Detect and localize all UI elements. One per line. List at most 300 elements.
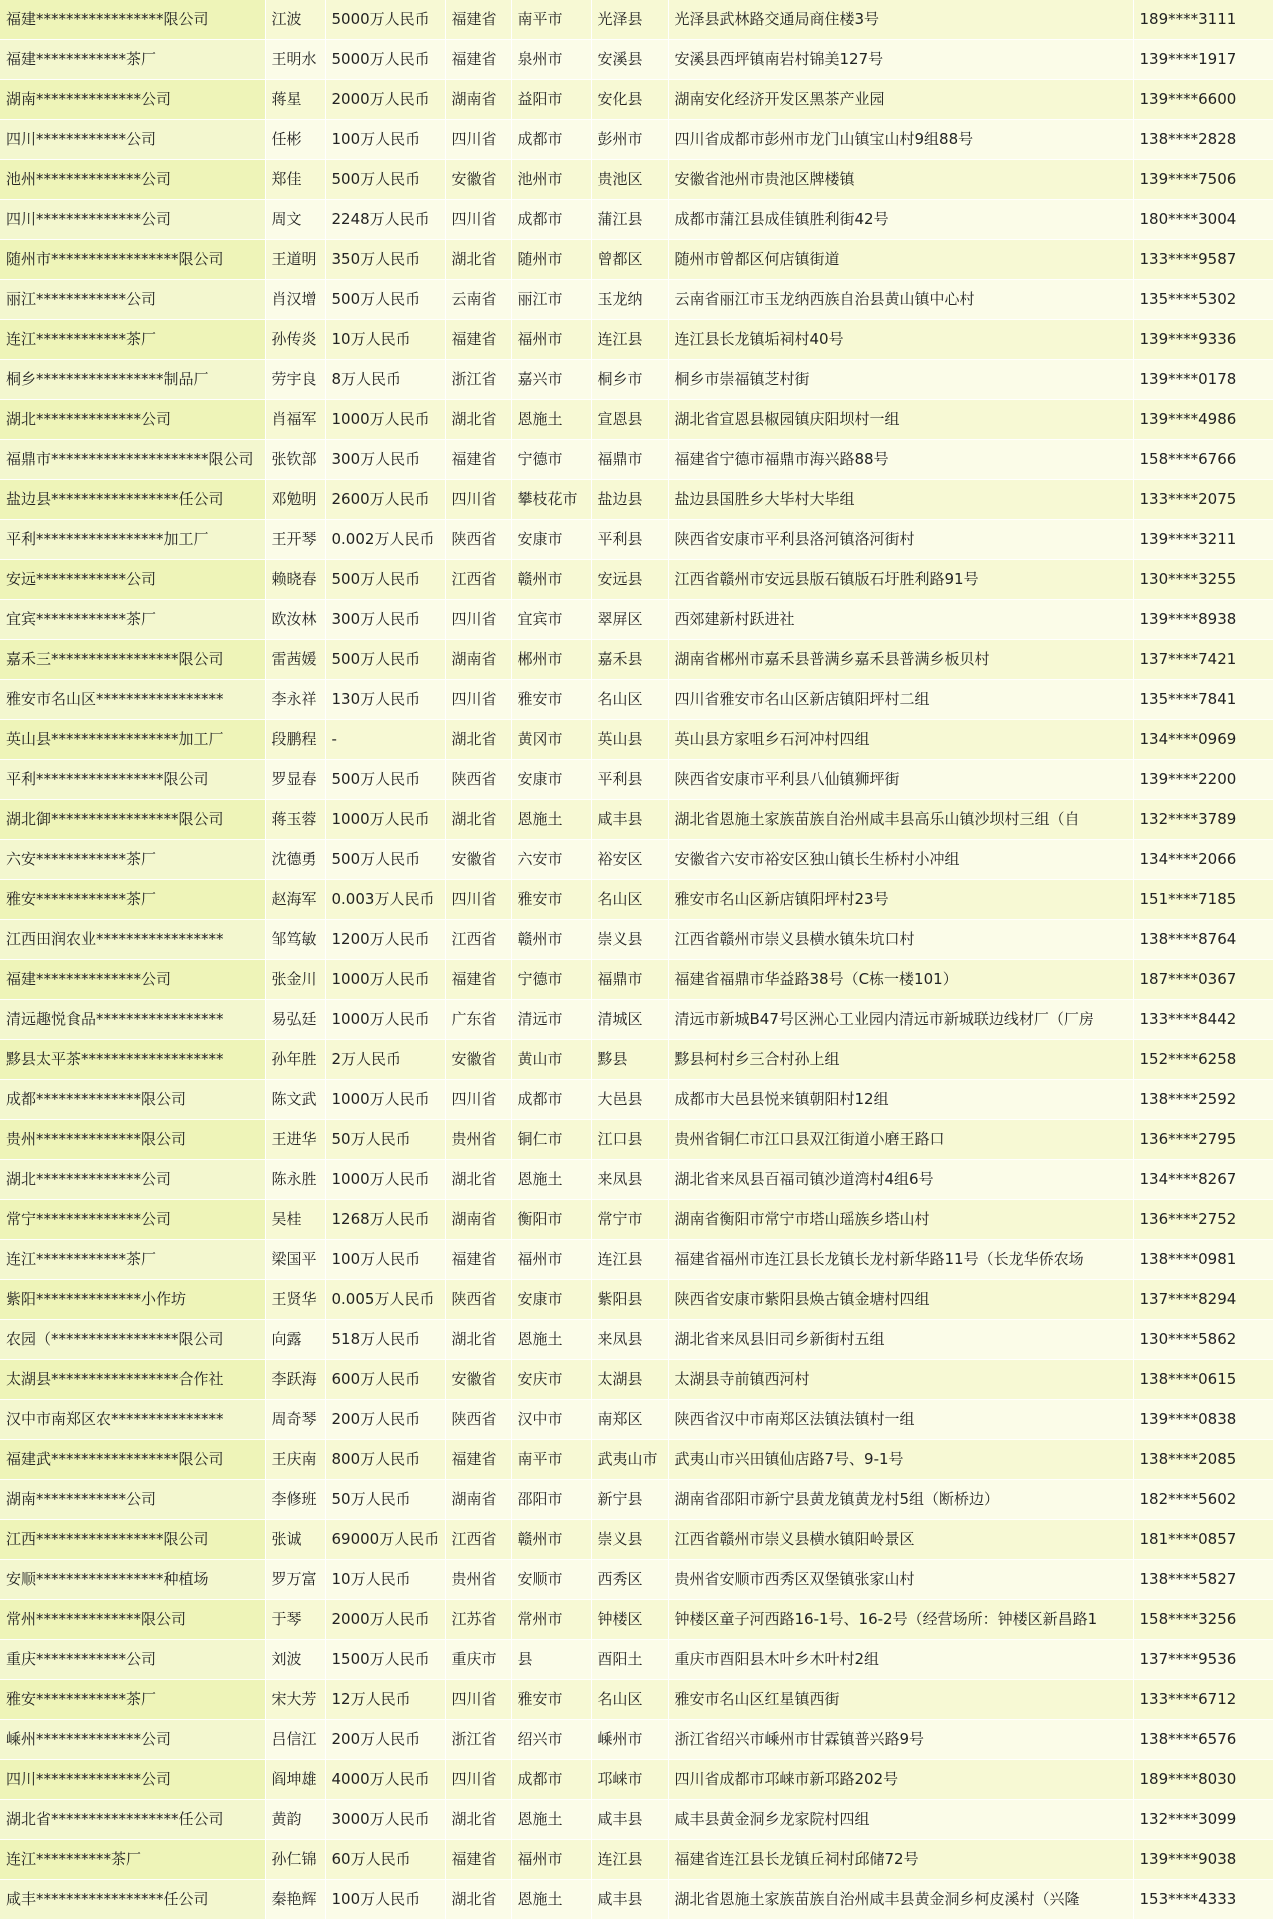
city-cell: 嘉兴市 (511, 360, 591, 400)
county-cell: 钟楼区 (591, 1600, 668, 1640)
address-cell: 福建省福鼎市华益路38号（C栋一楼101） (668, 960, 1133, 1000)
city-cell: 恩施土 (511, 800, 591, 840)
city-cell: 恩施土 (511, 1800, 591, 1840)
registered-capital-cell: 2600万人民币 (325, 480, 445, 520)
address-cell: 湖北省恩施土家族苗族自治州咸丰县黄金洞乡柯皮溪村（兴隆 (668, 1880, 1133, 1920)
registered-capital-cell: 0.005万人民币 (325, 1280, 445, 1320)
province-cell: 四川省 (445, 200, 511, 240)
province-cell: 湖南省 (445, 80, 511, 120)
registered-capital-cell: 8万人民币 (325, 360, 445, 400)
registered-capital-cell: 50万人民币 (325, 1480, 445, 1520)
county-cell: 名山区 (591, 1680, 668, 1720)
phone-cell: 138****2828 (1133, 120, 1273, 160)
phone-cell: 138****8764 (1133, 920, 1273, 960)
registered-capital-cell: 12万人民币 (325, 1680, 445, 1720)
company-name-cell: 丽江************公司 (0, 280, 265, 320)
registered-capital-cell: 5000万人民币 (325, 40, 445, 80)
registered-capital-cell: 2248万人民币 (325, 200, 445, 240)
registered-capital-cell: 100万人民币 (325, 1240, 445, 1280)
province-cell: 安徽省 (445, 160, 511, 200)
contact-name-cell: 张钦部 (265, 440, 325, 480)
phone-cell: 133****9587 (1133, 240, 1273, 280)
city-cell: 县 (511, 1640, 591, 1680)
contact-name-cell: 王道明 (265, 240, 325, 280)
address-cell: 湖南安化经济开发区黑茶产业园 (668, 80, 1133, 120)
county-cell: 大邑县 (591, 1080, 668, 1120)
city-cell: 宁德市 (511, 960, 591, 1000)
province-cell: 湖北省 (445, 1160, 511, 1200)
contact-name-cell: 于琴 (265, 1600, 325, 1640)
contact-name-cell: 王进华 (265, 1120, 325, 1160)
county-cell: 平利县 (591, 760, 668, 800)
county-cell: 光泽县 (591, 0, 668, 40)
city-cell: 常州市 (511, 1600, 591, 1640)
city-cell: 成都市 (511, 200, 591, 240)
contact-name-cell: 阎坤雄 (265, 1760, 325, 1800)
company-name-cell: 连江************茶厂 (0, 1240, 265, 1280)
county-cell: 咸丰县 (591, 1800, 668, 1840)
registered-capital-cell: 10万人民币 (325, 320, 445, 360)
table-row (0, 1560, 1273, 1600)
address-cell: 陕西省安康市平利县八仙镇狮坪街 (668, 760, 1133, 800)
city-cell: 成都市 (511, 1760, 591, 1800)
company-name-cell: 农园（*****************限公司 (0, 1320, 265, 1360)
contact-name-cell: 欧汝林 (265, 600, 325, 640)
registered-capital-cell: 1200万人民币 (325, 920, 445, 960)
province-cell: 浙江省 (445, 360, 511, 400)
city-cell: 成都市 (511, 120, 591, 160)
county-cell: 酉阳土 (591, 1640, 668, 1680)
address-cell: 黟县柯村乡三合村孙上组 (668, 1040, 1133, 1080)
address-cell: 咸丰县黄金洞乡龙家院村四组 (668, 1800, 1133, 1840)
province-cell: 广东省 (445, 1000, 511, 1040)
phone-cell: 134****0969 (1133, 720, 1273, 760)
phone-cell: 136****2795 (1133, 1120, 1273, 1160)
company-name-cell: 重庆************公司 (0, 1640, 265, 1680)
county-cell: 连江县 (591, 1840, 668, 1880)
contact-name-cell: 向露 (265, 1320, 325, 1360)
province-cell: 福建省 (445, 40, 511, 80)
company-name-cell: 六安************茶厂 (0, 840, 265, 880)
county-cell: 来凤县 (591, 1160, 668, 1200)
address-cell: 福建省宁德市福鼎市海兴路88号 (668, 440, 1133, 480)
contact-name-cell: 任彬 (265, 120, 325, 160)
city-cell: 铜仁市 (511, 1120, 591, 1160)
contact-name-cell: 李跃海 (265, 1360, 325, 1400)
city-cell: 丽江市 (511, 280, 591, 320)
address-cell: 光泽县武林路交通局商住楼3号 (668, 0, 1133, 40)
city-cell: 南平市 (511, 0, 591, 40)
province-cell: 湖北省 (445, 1800, 511, 1840)
company-name-cell: 福建**************公司 (0, 960, 265, 1000)
table-row (0, 1320, 1273, 1360)
registered-capital-cell: 500万人民币 (325, 760, 445, 800)
phone-cell: 181****0857 (1133, 1520, 1273, 1560)
phone-cell: 136****2752 (1133, 1200, 1273, 1240)
company-name-cell: 安远************公司 (0, 560, 265, 600)
phone-cell: 135****7841 (1133, 680, 1273, 720)
city-cell: 郴州市 (511, 640, 591, 680)
contact-name-cell: 张诚 (265, 1520, 325, 1560)
table-row (0, 360, 1273, 400)
address-cell: 四川省成都市邛崃市新邛路202号 (668, 1760, 1133, 1800)
registered-capital-cell: 5000万人民币 (325, 0, 445, 40)
table-row (0, 1120, 1273, 1160)
county-cell: 邛崃市 (591, 1760, 668, 1800)
address-cell: 贵州省铜仁市江口县双江街道小磨王路口 (668, 1120, 1133, 1160)
address-cell: 江西省赣州市崇义县横水镇阳岭景区 (668, 1520, 1133, 1560)
phone-cell: 132****3099 (1133, 1800, 1273, 1840)
county-cell: 咸丰县 (591, 1880, 668, 1920)
county-cell: 来凤县 (591, 1320, 668, 1360)
company-name-cell: 湖北省*****************任公司 (0, 1800, 265, 1840)
contact-name-cell: 陈文武 (265, 1080, 325, 1120)
table-row (0, 240, 1273, 280)
contact-name-cell: 李永祥 (265, 680, 325, 720)
address-cell: 四川省雅安市名山区新店镇阳坪村二组 (668, 680, 1133, 720)
company-name-cell: 江西*****************限公司 (0, 1520, 265, 1560)
contact-name-cell: 宋大芳 (265, 1680, 325, 1720)
contact-name-cell: 秦艳辉 (265, 1880, 325, 1920)
contact-name-cell: 段鹏程 (265, 720, 325, 760)
company-name-cell: 雅安市名山区***************** (0, 680, 265, 720)
phone-cell: 139****0838 (1133, 1400, 1273, 1440)
contact-name-cell: 蒋星 (265, 80, 325, 120)
company-name-cell: 桐乡*****************制品厂 (0, 360, 265, 400)
city-cell: 池州市 (511, 160, 591, 200)
company-name-cell: 四川************公司 (0, 120, 265, 160)
county-cell: 曾都区 (591, 240, 668, 280)
table-row (0, 1880, 1273, 1920)
company-name-cell: 江西田润农业***************** (0, 920, 265, 960)
phone-cell: 139****1917 (1133, 40, 1273, 80)
province-cell: 贵州省 (445, 1560, 511, 1600)
province-cell: 湖南省 (445, 1480, 511, 1520)
registered-capital-cell: 500万人民币 (325, 840, 445, 880)
province-cell: 安徽省 (445, 840, 511, 880)
address-cell: 湖北省宣恩县椒园镇庆阳坝村一组 (668, 400, 1133, 440)
province-cell: 四川省 (445, 1760, 511, 1800)
registered-capital-cell: 1000万人民币 (325, 1080, 445, 1120)
company-name-cell: 宜宾************茶厂 (0, 600, 265, 640)
address-cell: 雅安市名山区红星镇西街 (668, 1680, 1133, 1720)
contact-name-cell: 罗万富 (265, 1560, 325, 1600)
company-name-cell: 湖南**************公司 (0, 80, 265, 120)
table-row (0, 640, 1273, 680)
province-cell: 四川省 (445, 120, 511, 160)
registered-capital-cell: 1000万人民币 (325, 1000, 445, 1040)
table-row (0, 0, 1273, 40)
table-row (0, 160, 1273, 200)
table-row (0, 1480, 1273, 1520)
company-name-cell: 福建武*****************限公司 (0, 1440, 265, 1480)
registered-capital-cell: 2000万人民币 (325, 1600, 445, 1640)
province-cell: 福建省 (445, 1240, 511, 1280)
company-name-cell: 咸丰*****************任公司 (0, 1880, 265, 1920)
table-row (0, 400, 1273, 440)
province-cell: 湖北省 (445, 720, 511, 760)
address-cell: 福建省福州市连江县长龙镇长龙村新华路11号（长龙华侨农场 (668, 1240, 1133, 1280)
company-name-cell: 英山县*****************加工厂 (0, 720, 265, 760)
registered-capital-cell: 130万人民币 (325, 680, 445, 720)
table-row (0, 480, 1273, 520)
phone-cell: 152****6258 (1133, 1040, 1273, 1080)
province-cell: 四川省 (445, 880, 511, 920)
county-cell: 玉龙纳 (591, 280, 668, 320)
province-cell: 江西省 (445, 1520, 511, 1560)
registered-capital-cell: 500万人民币 (325, 560, 445, 600)
address-cell: 湖北省来凤县百福司镇沙道湾村4组6号 (668, 1160, 1133, 1200)
company-name-cell: 汉中市南郑区农*************** (0, 1400, 265, 1440)
phone-cell: 137****9536 (1133, 1640, 1273, 1680)
phone-cell: 138****2592 (1133, 1080, 1273, 1120)
address-cell: 安溪县西坪镇南岩村锦美127号 (668, 40, 1133, 80)
contact-name-cell: 易弘廷 (265, 1000, 325, 1040)
city-cell: 雅安市 (511, 680, 591, 720)
address-cell: 太湖县寺前镇西河村 (668, 1360, 1133, 1400)
registered-capital-cell: - (325, 720, 445, 760)
registered-capital-cell: 1000万人民币 (325, 800, 445, 840)
county-cell: 蒲江县 (591, 200, 668, 240)
phone-cell: 139****9038 (1133, 1840, 1273, 1880)
city-cell: 赣州市 (511, 920, 591, 960)
registered-capital-cell: 2万人民币 (325, 1040, 445, 1080)
province-cell: 江西省 (445, 920, 511, 960)
table-row (0, 200, 1273, 240)
address-cell: 成都市蒲江县成佳镇胜利街42号 (668, 200, 1133, 240)
county-cell: 安化县 (591, 80, 668, 120)
contact-name-cell: 陈永胜 (265, 1160, 325, 1200)
address-cell: 浙江省绍兴市嵊州市甘霖镇普兴路9号 (668, 1720, 1133, 1760)
table-row (0, 1800, 1273, 1840)
address-cell: 陕西省安康市紫阳县焕古镇金塘村四组 (668, 1280, 1133, 1320)
company-name-cell: 池州**************公司 (0, 160, 265, 200)
contact-name-cell: 孙传炎 (265, 320, 325, 360)
registered-capital-cell: 500万人民币 (325, 160, 445, 200)
table-row (0, 1720, 1273, 1760)
province-cell: 陕西省 (445, 520, 511, 560)
county-cell: 福鼎市 (591, 960, 668, 1000)
phone-cell: 182****5602 (1133, 1480, 1273, 1520)
city-cell: 成都市 (511, 1080, 591, 1120)
address-cell: 连江县长龙镇垢祠村40号 (668, 320, 1133, 360)
contact-name-cell: 周文 (265, 200, 325, 240)
contact-name-cell: 吴桂 (265, 1200, 325, 1240)
county-cell: 紫阳县 (591, 1280, 668, 1320)
phone-cell: 135****5302 (1133, 280, 1273, 320)
contact-name-cell: 王明水 (265, 40, 325, 80)
company-name-cell: 连江**********茶厂 (0, 1840, 265, 1880)
phone-cell: 138****5827 (1133, 1560, 1273, 1600)
address-cell: 湖南省郴州市嘉禾县普满乡嘉禾县普满乡板贝村 (668, 640, 1133, 680)
company-name-cell: 四川**************公司 (0, 1760, 265, 1800)
province-cell: 福建省 (445, 1440, 511, 1480)
city-cell: 泉州市 (511, 40, 591, 80)
county-cell: 宣恩县 (591, 400, 668, 440)
city-cell: 恩施土 (511, 400, 591, 440)
province-cell: 湖北省 (445, 1320, 511, 1360)
contact-name-cell: 邓勉明 (265, 480, 325, 520)
county-cell: 桐乡市 (591, 360, 668, 400)
county-cell: 南郑区 (591, 1400, 668, 1440)
address-cell: 西郊建新村跃进社 (668, 600, 1133, 640)
registered-capital-cell: 600万人民币 (325, 1360, 445, 1400)
city-cell: 恩施土 (511, 1160, 591, 1200)
table-row (0, 840, 1273, 880)
address-cell: 福建省连江县长龙镇丘祠村邱储72号 (668, 1840, 1133, 1880)
county-cell: 崇义县 (591, 1520, 668, 1560)
county-cell: 盐边县 (591, 480, 668, 520)
table-row (0, 1200, 1273, 1240)
province-cell: 陕西省 (445, 1280, 511, 1320)
contact-name-cell: 梁国平 (265, 1240, 325, 1280)
registered-capital-cell: 518万人民币 (325, 1320, 445, 1360)
company-name-cell: 太湖县*****************合作社 (0, 1360, 265, 1400)
registered-capital-cell: 200万人民币 (325, 1400, 445, 1440)
phone-cell: 137****8294 (1133, 1280, 1273, 1320)
address-cell: 安徽省六安市裕安区独山镇长生桥村小冲组 (668, 840, 1133, 880)
registered-capital-cell: 10万人民币 (325, 1560, 445, 1600)
address-cell: 贵州省安顺市西秀区双堡镇张家山村 (668, 1560, 1133, 1600)
province-cell: 湖南省 (445, 1200, 511, 1240)
contact-name-cell: 赵海军 (265, 880, 325, 920)
phone-cell: 138****0615 (1133, 1360, 1273, 1400)
contact-name-cell: 邹笃敏 (265, 920, 325, 960)
province-cell: 四川省 (445, 480, 511, 520)
address-cell: 盐边县国胜乡大毕村大毕组 (668, 480, 1133, 520)
city-cell: 黄山市 (511, 1040, 591, 1080)
phone-cell: 134****8267 (1133, 1160, 1273, 1200)
province-cell: 陕西省 (445, 1400, 511, 1440)
registered-capital-cell: 50万人民币 (325, 1120, 445, 1160)
county-cell: 常宁市 (591, 1200, 668, 1240)
contact-name-cell: 孙仁锦 (265, 1840, 325, 1880)
contact-name-cell: 王贤华 (265, 1280, 325, 1320)
county-cell: 贵池区 (591, 160, 668, 200)
phone-cell: 133****2075 (1133, 480, 1273, 520)
county-cell: 咸丰县 (591, 800, 668, 840)
registered-capital-cell: 2000万人民币 (325, 80, 445, 120)
address-cell: 清远市新城B47号区洲心工业园内清远市新城联边线材厂（厂房 (668, 1000, 1133, 1040)
phone-cell: 138****0981 (1133, 1240, 1273, 1280)
contact-name-cell: 罗显春 (265, 760, 325, 800)
county-cell: 翠屏区 (591, 600, 668, 640)
company-name-cell: 雅安************茶厂 (0, 1680, 265, 1720)
county-cell: 连江县 (591, 1240, 668, 1280)
province-cell: 江西省 (445, 560, 511, 600)
province-cell: 湖北省 (445, 1880, 511, 1920)
province-cell: 贵州省 (445, 1120, 511, 1160)
table-row (0, 320, 1273, 360)
contact-name-cell: 江波 (265, 0, 325, 40)
address-cell: 江西省赣州市安远县版石镇版石圩胜利路91号 (668, 560, 1133, 600)
address-cell: 桐乡市崇福镇芝村街 (668, 360, 1133, 400)
address-cell: 江西省赣州市崇义县横水镇朱坑口村 (668, 920, 1133, 960)
company-name-cell: 平利*****************加工厂 (0, 520, 265, 560)
phone-cell: 134****2066 (1133, 840, 1273, 880)
phone-cell: 133****6712 (1133, 1680, 1273, 1720)
county-cell: 武夷山市 (591, 1440, 668, 1480)
company-name-cell: 安顺*****************种植场 (0, 1560, 265, 1600)
registered-capital-cell: 500万人民币 (325, 280, 445, 320)
company-name-cell: 湖北**************公司 (0, 1160, 265, 1200)
province-cell: 四川省 (445, 600, 511, 640)
table-row (0, 1440, 1273, 1480)
county-cell: 平利县 (591, 520, 668, 560)
address-cell: 云南省丽江市玉龙纳西族自治县黄山镇中心村 (668, 280, 1133, 320)
registered-capital-cell: 1000万人民币 (325, 400, 445, 440)
table-row (0, 920, 1273, 960)
registered-capital-cell: 0.002万人民币 (325, 520, 445, 560)
registered-capital-cell: 1000万人民币 (325, 1160, 445, 1200)
contact-name-cell: 雷茜媛 (265, 640, 325, 680)
address-cell: 英山县方家咀乡石河冲村四组 (668, 720, 1133, 760)
address-cell: 四川省成都市彭州市龙门山镇宝山村9组88号 (668, 120, 1133, 160)
table-row (0, 80, 1273, 120)
city-cell: 福州市 (511, 1840, 591, 1880)
contact-name-cell: 肖福军 (265, 400, 325, 440)
city-cell: 安康市 (511, 760, 591, 800)
county-cell: 连江县 (591, 320, 668, 360)
county-cell: 清城区 (591, 1000, 668, 1040)
city-cell: 安顺市 (511, 1560, 591, 1600)
province-cell: 浙江省 (445, 1720, 511, 1760)
province-cell: 四川省 (445, 1080, 511, 1120)
table-row (0, 1640, 1273, 1680)
table-row (0, 680, 1273, 720)
city-cell: 宁德市 (511, 440, 591, 480)
phone-cell: 132****3789 (1133, 800, 1273, 840)
table-row (0, 1840, 1273, 1880)
province-cell: 四川省 (445, 1680, 511, 1720)
table-row (0, 1680, 1273, 1720)
table-row (0, 520, 1273, 560)
address-cell: 随州市曾都区何店镇街道 (668, 240, 1133, 280)
phone-cell: 139****4986 (1133, 400, 1273, 440)
contact-name-cell: 刘波 (265, 1640, 325, 1680)
address-cell: 湖北省来凤县旧司乡新街村五组 (668, 1320, 1133, 1360)
city-cell: 衡阳市 (511, 1200, 591, 1240)
city-cell: 雅安市 (511, 1680, 591, 1720)
phone-cell: 180****3004 (1133, 200, 1273, 240)
city-cell: 恩施土 (511, 1320, 591, 1360)
table-row (0, 1760, 1273, 1800)
province-cell: 湖北省 (445, 240, 511, 280)
county-cell: 黟县 (591, 1040, 668, 1080)
county-cell: 彭州市 (591, 120, 668, 160)
phone-cell: 151****7185 (1133, 880, 1273, 920)
county-cell: 江口县 (591, 1120, 668, 1160)
address-cell: 陕西省汉中市南郑区法镇法镇村一组 (668, 1400, 1133, 1440)
table-row (0, 1160, 1273, 1200)
registered-capital-cell: 4000万人民币 (325, 1760, 445, 1800)
city-cell: 随州市 (511, 240, 591, 280)
phone-cell: 139****3211 (1133, 520, 1273, 560)
table-row (0, 440, 1273, 480)
county-cell: 英山县 (591, 720, 668, 760)
table-row (0, 1040, 1273, 1080)
table-row (0, 760, 1273, 800)
contact-name-cell: 孙年胜 (265, 1040, 325, 1080)
table-row (0, 120, 1273, 160)
table-row (0, 1600, 1273, 1640)
province-cell: 云南省 (445, 280, 511, 320)
company-name-cell: 福建*****************限公司 (0, 0, 265, 40)
company-name-cell: 连江************茶厂 (0, 320, 265, 360)
company-name-cell: 福建************茶厂 (0, 40, 265, 80)
contact-name-cell: 王庆南 (265, 1440, 325, 1480)
city-cell: 邵阳市 (511, 1480, 591, 1520)
